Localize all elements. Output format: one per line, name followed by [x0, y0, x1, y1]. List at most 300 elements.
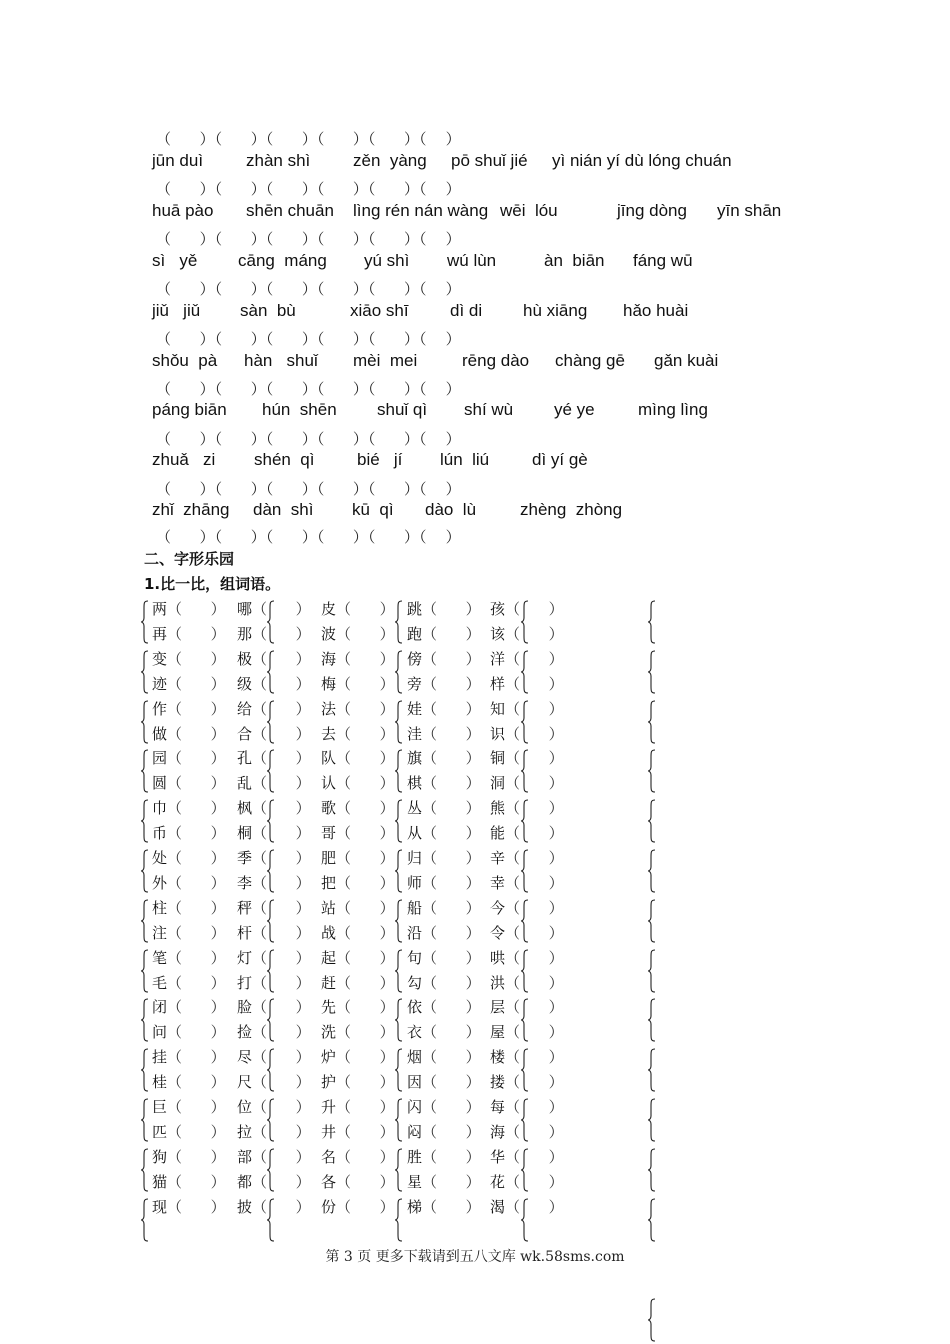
- char-with-blank: [152, 996, 226, 1017]
- blank-parentheses: （ ）: [505, 824, 564, 843]
- char-with-blank: [321, 847, 395, 868]
- blank-parentheses: （ ）: [252, 649, 311, 668]
- hanzi: 处: [152, 849, 168, 867]
- hanzi: 星: [407, 1172, 423, 1191]
- hanzi: 丛: [407, 799, 423, 818]
- hanzi: 桐: [237, 824, 253, 843]
- char-with-blank: [490, 1021, 564, 1042]
- blank-parentheses: （ ）: [422, 1048, 481, 1067]
- brace-symbol: [140, 849, 149, 893]
- char-with-blank: [321, 1071, 395, 1092]
- hanzi: 合: [237, 724, 253, 743]
- brace-symbol: [647, 600, 656, 644]
- hanzi: 衣: [407, 1023, 423, 1042]
- blank-parentheses: （ ）: [505, 898, 564, 917]
- char-with-blank: [490, 648, 564, 669]
- char-with-blank: [407, 972, 481, 993]
- hanzi: 挂: [152, 1048, 168, 1067]
- pinyin-word: fáng wū: [633, 251, 693, 270]
- brace-symbol: [140, 749, 149, 793]
- blank-parentheses: （ ）: [252, 724, 311, 743]
- hanzi: 巾: [152, 799, 168, 818]
- hanzi: 再: [152, 625, 168, 643]
- pinyin-word: hǎo huài: [623, 301, 689, 320]
- blank-parentheses: （ ）: [505, 1073, 564, 1092]
- brace-symbol: [140, 899, 149, 943]
- blank-parentheses: （ ）: [167, 774, 226, 793]
- blank-parentheses: （ ）: [336, 973, 395, 992]
- blank-parentheses: （ ）: [422, 1098, 481, 1116]
- hanzi: 海: [490, 1123, 506, 1141]
- char-with-blank: [152, 922, 226, 943]
- hanzi: 样: [490, 674, 506, 693]
- brace-symbol: [140, 1148, 149, 1192]
- brace-symbol: [140, 1198, 149, 1242]
- char-with-blank: [237, 822, 311, 843]
- char-with-blank: [152, 1071, 226, 1092]
- blank-parentheses: （ ）: [167, 948, 226, 967]
- pinyin-word: shǒu pà: [152, 351, 218, 370]
- pinyin-word: yīn shān: [717, 201, 782, 220]
- pinyin-word: jīng dòng: [617, 201, 687, 220]
- blank-parentheses: （ ）: [422, 923, 481, 942]
- blank-parentheses: （ ）: [505, 600, 564, 618]
- hanzi: 赶: [321, 973, 337, 992]
- hanzi: 炉: [321, 1048, 337, 1067]
- brace-symbol: [647, 949, 656, 993]
- hanzi: 从: [407, 824, 423, 843]
- hanzi: 两: [152, 600, 168, 618]
- blank-parentheses: （ ）: [252, 1123, 311, 1141]
- hanzi: 起: [321, 948, 337, 967]
- section-title: 二、字形乐园: [144, 550, 235, 568]
- char-with-blank: [490, 922, 564, 943]
- blank-parentheses: （ ）: [167, 600, 226, 618]
- pinyin-word: shén qì: [254, 450, 315, 469]
- blank-parentheses: （ ）: [167, 1147, 226, 1166]
- hanzi: 沿: [407, 923, 423, 942]
- hanzi: 季: [237, 849, 253, 867]
- blank-parentheses: （ ）: [252, 1023, 311, 1042]
- pinyin-word: mèi mei: [353, 351, 418, 370]
- blank-parentheses: （ ）: [505, 998, 564, 1017]
- blank-parentheses: （ ）: [505, 625, 564, 643]
- char-with-blank: [321, 996, 395, 1017]
- char-with-blank: [321, 922, 395, 943]
- hanzi: 杆: [237, 923, 253, 942]
- hanzi: 胜: [407, 1147, 423, 1166]
- brace-symbol: [394, 949, 403, 993]
- hanzi: 位: [237, 1098, 253, 1116]
- char-with-blank: [321, 623, 395, 644]
- char-with-blank: [152, 673, 226, 694]
- hanzi: 屋: [490, 1023, 506, 1042]
- pinyin-word: zhàn shì: [246, 151, 311, 170]
- blank-parentheses: （ ）: [167, 699, 226, 718]
- blank-parentheses: （ ）: [167, 1023, 226, 1042]
- answer-brackets-row: （ ）（ ）（ ）（ ）（ ）（ ）: [156, 130, 461, 148]
- char-with-blank: [407, 822, 481, 843]
- char-with-blank: [152, 648, 226, 669]
- char-with-blank: [321, 723, 395, 744]
- brace-symbol: [647, 1148, 656, 1192]
- hanzi: 海: [321, 649, 337, 668]
- hanzi: 依: [407, 998, 423, 1017]
- blank-parentheses: （ ）: [505, 973, 564, 992]
- char-with-blank: [237, 847, 311, 868]
- hanzi: 哪: [237, 600, 253, 618]
- hanzi: 船: [407, 898, 423, 917]
- hanzi: 问: [152, 1023, 168, 1042]
- pinyin-word: chàng gē: [555, 351, 625, 370]
- hanzi: 尺: [237, 1073, 253, 1092]
- hanzi: 队: [321, 749, 337, 768]
- brace-symbol: [394, 998, 403, 1042]
- blank-parentheses: （ ）: [167, 674, 226, 693]
- char-with-blank: [490, 698, 564, 719]
- hanzi: 孩: [490, 600, 506, 618]
- hanzi: 币: [152, 824, 168, 843]
- blank-parentheses: （ ）: [336, 749, 395, 768]
- char-with-blank: [321, 648, 395, 669]
- char-with-blank: [152, 1121, 226, 1142]
- char-with-blank: [407, 673, 481, 694]
- blank-parentheses: （ ）: [252, 1147, 311, 1166]
- pinyin-word: shí wù: [464, 400, 514, 419]
- char-with-blank: [407, 996, 481, 1017]
- char-with-blank: [321, 1021, 395, 1042]
- blank-parentheses: （ ）: [336, 1098, 395, 1116]
- blank-parentheses: （ ）: [422, 1123, 481, 1141]
- hanzi: 战: [321, 923, 337, 942]
- char-with-blank: [237, 972, 311, 993]
- blank-parentheses: （ ）: [167, 649, 226, 668]
- blank-parentheses: （ ）: [167, 923, 226, 942]
- char-with-blank: [490, 847, 564, 868]
- blank-parentheses: （ ）: [252, 1098, 311, 1116]
- pinyin-word: kū qì: [352, 500, 394, 519]
- hanzi: 哥: [321, 824, 337, 843]
- blank-parentheses: （ ）: [422, 649, 481, 668]
- char-with-blank: [152, 747, 226, 768]
- answer-brackets-row: （ ）（ ）（ ）（ ）（ ）（ ）: [156, 180, 461, 198]
- hanzi: 洞: [490, 774, 506, 793]
- char-with-blank: [407, 897, 481, 918]
- char-with-blank: [237, 1046, 311, 1067]
- blank-parentheses: （ ）: [336, 1073, 395, 1092]
- answer-brackets-row: （ ）（ ）（ ）（ ）（ ）（ ）: [156, 430, 461, 448]
- brace-symbol: [647, 849, 656, 893]
- char-with-blank: [490, 822, 564, 843]
- char-with-blank: [490, 1171, 564, 1192]
- char-with-blank: [152, 623, 226, 644]
- pinyin-word: àn biān: [544, 251, 605, 270]
- page-footer: 第 3 页 更多下载请到五八文库 wk.58sms.com: [325, 1249, 625, 1265]
- char-with-blank: [321, 598, 395, 619]
- hanzi: 孔: [237, 749, 253, 768]
- char-with-blank: [152, 1096, 226, 1117]
- char-with-blank: [321, 897, 395, 918]
- char-with-blank: [152, 947, 226, 968]
- char-with-blank: [407, 1196, 481, 1217]
- hanzi: 洪: [490, 973, 506, 992]
- char-with-blank: [490, 747, 564, 768]
- pinyin-word: rēng dào: [462, 351, 530, 370]
- blank-parentheses: （ ）: [505, 923, 564, 942]
- char-with-blank: [407, 872, 481, 893]
- char-with-blank: [407, 772, 481, 793]
- blank-parentheses: （ ）: [336, 600, 395, 618]
- hanzi: 跳: [407, 600, 423, 618]
- hanzi: 句: [407, 948, 423, 967]
- char-with-blank: [152, 797, 226, 818]
- char-with-blank: [237, 698, 311, 719]
- pinyin-word: xiāo shī: [350, 301, 409, 320]
- blank-parentheses: （ ）: [252, 1197, 311, 1216]
- hanzi: 华: [490, 1147, 506, 1166]
- pinyin-word: dì di: [450, 301, 483, 320]
- hanzi: 旁: [407, 674, 423, 693]
- char-with-blank: [152, 897, 226, 918]
- char-with-blank: [321, 797, 395, 818]
- brace-symbol: [647, 1098, 656, 1142]
- blank-parentheses: （ ）: [422, 948, 481, 967]
- hanzi: 娃: [407, 699, 423, 718]
- blank-parentheses: （ ）: [336, 1048, 395, 1067]
- hanzi: 站: [321, 898, 337, 917]
- char-with-blank: [407, 1146, 481, 1167]
- blank-parentheses: （ ）: [505, 749, 564, 768]
- blank-parentheses: （ ）: [505, 1123, 564, 1141]
- char-with-blank: [407, 922, 481, 943]
- char-with-blank: [237, 1071, 311, 1092]
- hanzi: 李: [237, 874, 253, 892]
- char-with-blank: [237, 1121, 311, 1142]
- hanzi: 极: [237, 649, 253, 668]
- pinyin-word: yú shì: [364, 251, 410, 270]
- blank-parentheses: （ ）: [505, 1197, 564, 1216]
- pinyin-word: dì yí gè: [532, 450, 588, 469]
- blank-parentheses: （ ）: [422, 1023, 481, 1042]
- char-with-blank: [407, 1021, 481, 1042]
- hanzi: 园: [152, 749, 168, 768]
- char-with-blank: [407, 648, 481, 669]
- char-with-blank: [237, 772, 311, 793]
- hanzi: 法: [321, 699, 337, 718]
- char-with-blank: [152, 872, 226, 893]
- char-with-blank: [321, 1171, 395, 1192]
- pinyin-word: sàn bù: [240, 301, 296, 320]
- blank-parentheses: （ ）: [336, 1147, 395, 1166]
- char-with-blank: [407, 947, 481, 968]
- answer-brackets-row: （ ）（ ）（ ）（ ）（ ）（ ）: [156, 280, 461, 298]
- hanzi: 捡: [237, 1023, 253, 1042]
- pinyin-word: gǎn kuài: [654, 351, 719, 370]
- pinyin-word: páng biān: [152, 400, 227, 419]
- blank-parentheses: （ ）: [505, 724, 564, 743]
- char-with-blank: [490, 1121, 564, 1142]
- hanzi: 作: [152, 699, 168, 718]
- brace-symbol: [140, 1098, 149, 1142]
- hanzi: 名: [321, 1147, 337, 1166]
- char-with-blank: [490, 1071, 564, 1092]
- char-with-blank: [490, 947, 564, 968]
- hanzi: 乱: [237, 774, 253, 793]
- hanzi: 去: [321, 724, 337, 743]
- brace-symbol: [647, 650, 656, 694]
- pinyin-word: shēn chuān: [246, 201, 334, 220]
- char-with-blank: [490, 972, 564, 993]
- blank-parentheses: （ ）: [252, 600, 311, 618]
- hanzi: 铜: [490, 749, 506, 768]
- blank-parentheses: （ ）: [336, 699, 395, 718]
- hanzi: 肥: [321, 849, 337, 867]
- hanzi: 歌: [321, 799, 337, 818]
- hanzi: 层: [490, 998, 506, 1017]
- hanzi: 搂: [490, 1073, 506, 1092]
- hanzi: 辛: [490, 849, 506, 867]
- brace-symbol: [647, 1198, 656, 1242]
- hanzi: 给: [237, 699, 253, 718]
- char-with-blank: [152, 1046, 226, 1067]
- char-with-blank: [321, 822, 395, 843]
- blank-parentheses: （ ）: [336, 625, 395, 643]
- blank-parentheses: （ ）: [167, 749, 226, 768]
- blank-parentheses: （ ）: [336, 948, 395, 967]
- hanzi: 洋: [490, 649, 506, 668]
- char-with-blank: [321, 772, 395, 793]
- hanzi: 梯: [407, 1197, 423, 1216]
- hanzi: 外: [152, 874, 168, 892]
- hanzi: 波: [321, 625, 337, 643]
- pinyin-word: dào lù: [425, 500, 477, 519]
- char-with-blank: [407, 1171, 481, 1192]
- hanzi: 都: [237, 1172, 253, 1191]
- blank-parentheses: （ ）: [252, 998, 311, 1017]
- hanzi: 各: [321, 1172, 337, 1191]
- answer-brackets-row: （ ）（ ）（ ）（ ）（ ）（ ）: [156, 480, 461, 498]
- char-with-blank: [407, 1046, 481, 1067]
- char-with-blank: [152, 723, 226, 744]
- hanzi: 猫: [152, 1172, 168, 1191]
- blank-parentheses: （ ）: [505, 1098, 564, 1116]
- hanzi: 迹: [152, 674, 168, 693]
- brace-symbol: [647, 799, 656, 843]
- brace-symbol: [140, 650, 149, 694]
- hanzi: 熊: [490, 799, 506, 818]
- blank-parentheses: （ ）: [336, 649, 395, 668]
- pinyin-word: dàn shì: [253, 500, 314, 519]
- blank-parentheses: （ ）: [252, 774, 311, 793]
- blank-parentheses: （ ）: [336, 1023, 395, 1042]
- blank-parentheses: （ ）: [252, 874, 311, 892]
- blank-parentheses: （ ）: [252, 799, 311, 818]
- char-with-blank: [321, 1046, 395, 1067]
- char-with-blank: [237, 598, 311, 619]
- char-with-blank: [407, 797, 481, 818]
- blank-parentheses: （ ）: [422, 973, 481, 992]
- hanzi: 能: [490, 824, 506, 843]
- brace-symbol: [394, 899, 403, 943]
- blank-parentheses: （ ）: [252, 849, 311, 867]
- hanzi: 圆: [152, 774, 168, 793]
- brace-symbol: [394, 1048, 403, 1092]
- hanzi: 今: [490, 898, 506, 917]
- answer-brackets-row: （ ）（ ）（ ）（ ）（ ）（ ）: [156, 230, 461, 248]
- blank-parentheses: （ ）: [422, 774, 481, 793]
- hanzi: 师: [407, 874, 423, 892]
- blank-parentheses: （ ）: [422, 998, 481, 1017]
- blank-parentheses: （ ）: [505, 1147, 564, 1166]
- blank-parentheses: （ ）: [167, 1123, 226, 1141]
- pinyin-word: sì yě: [152, 251, 198, 270]
- blank-parentheses: （ ）: [422, 874, 481, 892]
- hanzi: 洼: [407, 724, 423, 743]
- char-with-blank: [152, 1146, 226, 1167]
- brace-symbol: [140, 700, 149, 744]
- hanzi: 现: [152, 1197, 168, 1216]
- blank-parentheses: （ ）: [167, 898, 226, 917]
- blank-parentheses: （ ）: [252, 824, 311, 843]
- brace-symbol: [140, 1048, 149, 1092]
- hanzi: 枫: [237, 799, 253, 818]
- blank-parentheses: （ ）: [252, 973, 311, 992]
- char-with-blank: [152, 598, 226, 619]
- answer-brackets-row: （ ）（ ）（ ）（ ）（ ）（ ）: [156, 330, 461, 348]
- blank-parentheses: （ ）: [422, 699, 481, 718]
- brace-symbol: [394, 1098, 403, 1142]
- char-with-blank: [321, 872, 395, 893]
- blank-parentheses: （ ）: [252, 625, 311, 643]
- char-with-blank: [407, 598, 481, 619]
- hanzi: 份: [321, 1197, 337, 1216]
- blank-parentheses: （ ）: [422, 1147, 481, 1166]
- hanzi: 知: [490, 699, 506, 718]
- char-with-blank: [407, 623, 481, 644]
- hanzi: 闭: [152, 998, 168, 1017]
- blank-parentheses: （ ）: [505, 1172, 564, 1191]
- hanzi: 那: [237, 625, 253, 643]
- blank-parentheses: （ ）: [505, 774, 564, 793]
- hanzi: 拉: [237, 1123, 253, 1141]
- hanzi: 狗: [152, 1147, 168, 1166]
- blank-parentheses: （ ）: [422, 824, 481, 843]
- hanzi: 棋: [407, 774, 423, 793]
- blank-parentheses: （ ）: [422, 1172, 481, 1191]
- char-with-blank: [152, 1196, 226, 1217]
- char-with-blank: [237, 623, 311, 644]
- hanzi: 因: [407, 1073, 423, 1092]
- blank-parentheses: （ ）: [505, 948, 564, 967]
- blank-parentheses: （ ）: [252, 1073, 311, 1092]
- blank-parentheses: （ ）: [252, 948, 311, 967]
- hanzi: 做: [152, 724, 168, 743]
- brace-symbol: [140, 600, 149, 644]
- hanzi: 变: [152, 649, 168, 668]
- char-with-blank: [321, 673, 395, 694]
- blank-parentheses: （ ）: [336, 849, 395, 867]
- blank-parentheses: （ ）: [505, 799, 564, 818]
- char-with-blank: [321, 1121, 395, 1142]
- hanzi: 该: [490, 625, 506, 643]
- hanzi: 傍: [407, 649, 423, 668]
- hanzi: 花: [490, 1172, 506, 1191]
- char-with-blank: [237, 797, 311, 818]
- hanzi: 勾: [407, 973, 423, 992]
- hanzi: 桂: [152, 1073, 168, 1092]
- blank-parentheses: （ ）: [422, 849, 481, 867]
- blank-parentheses: （ ）: [336, 799, 395, 818]
